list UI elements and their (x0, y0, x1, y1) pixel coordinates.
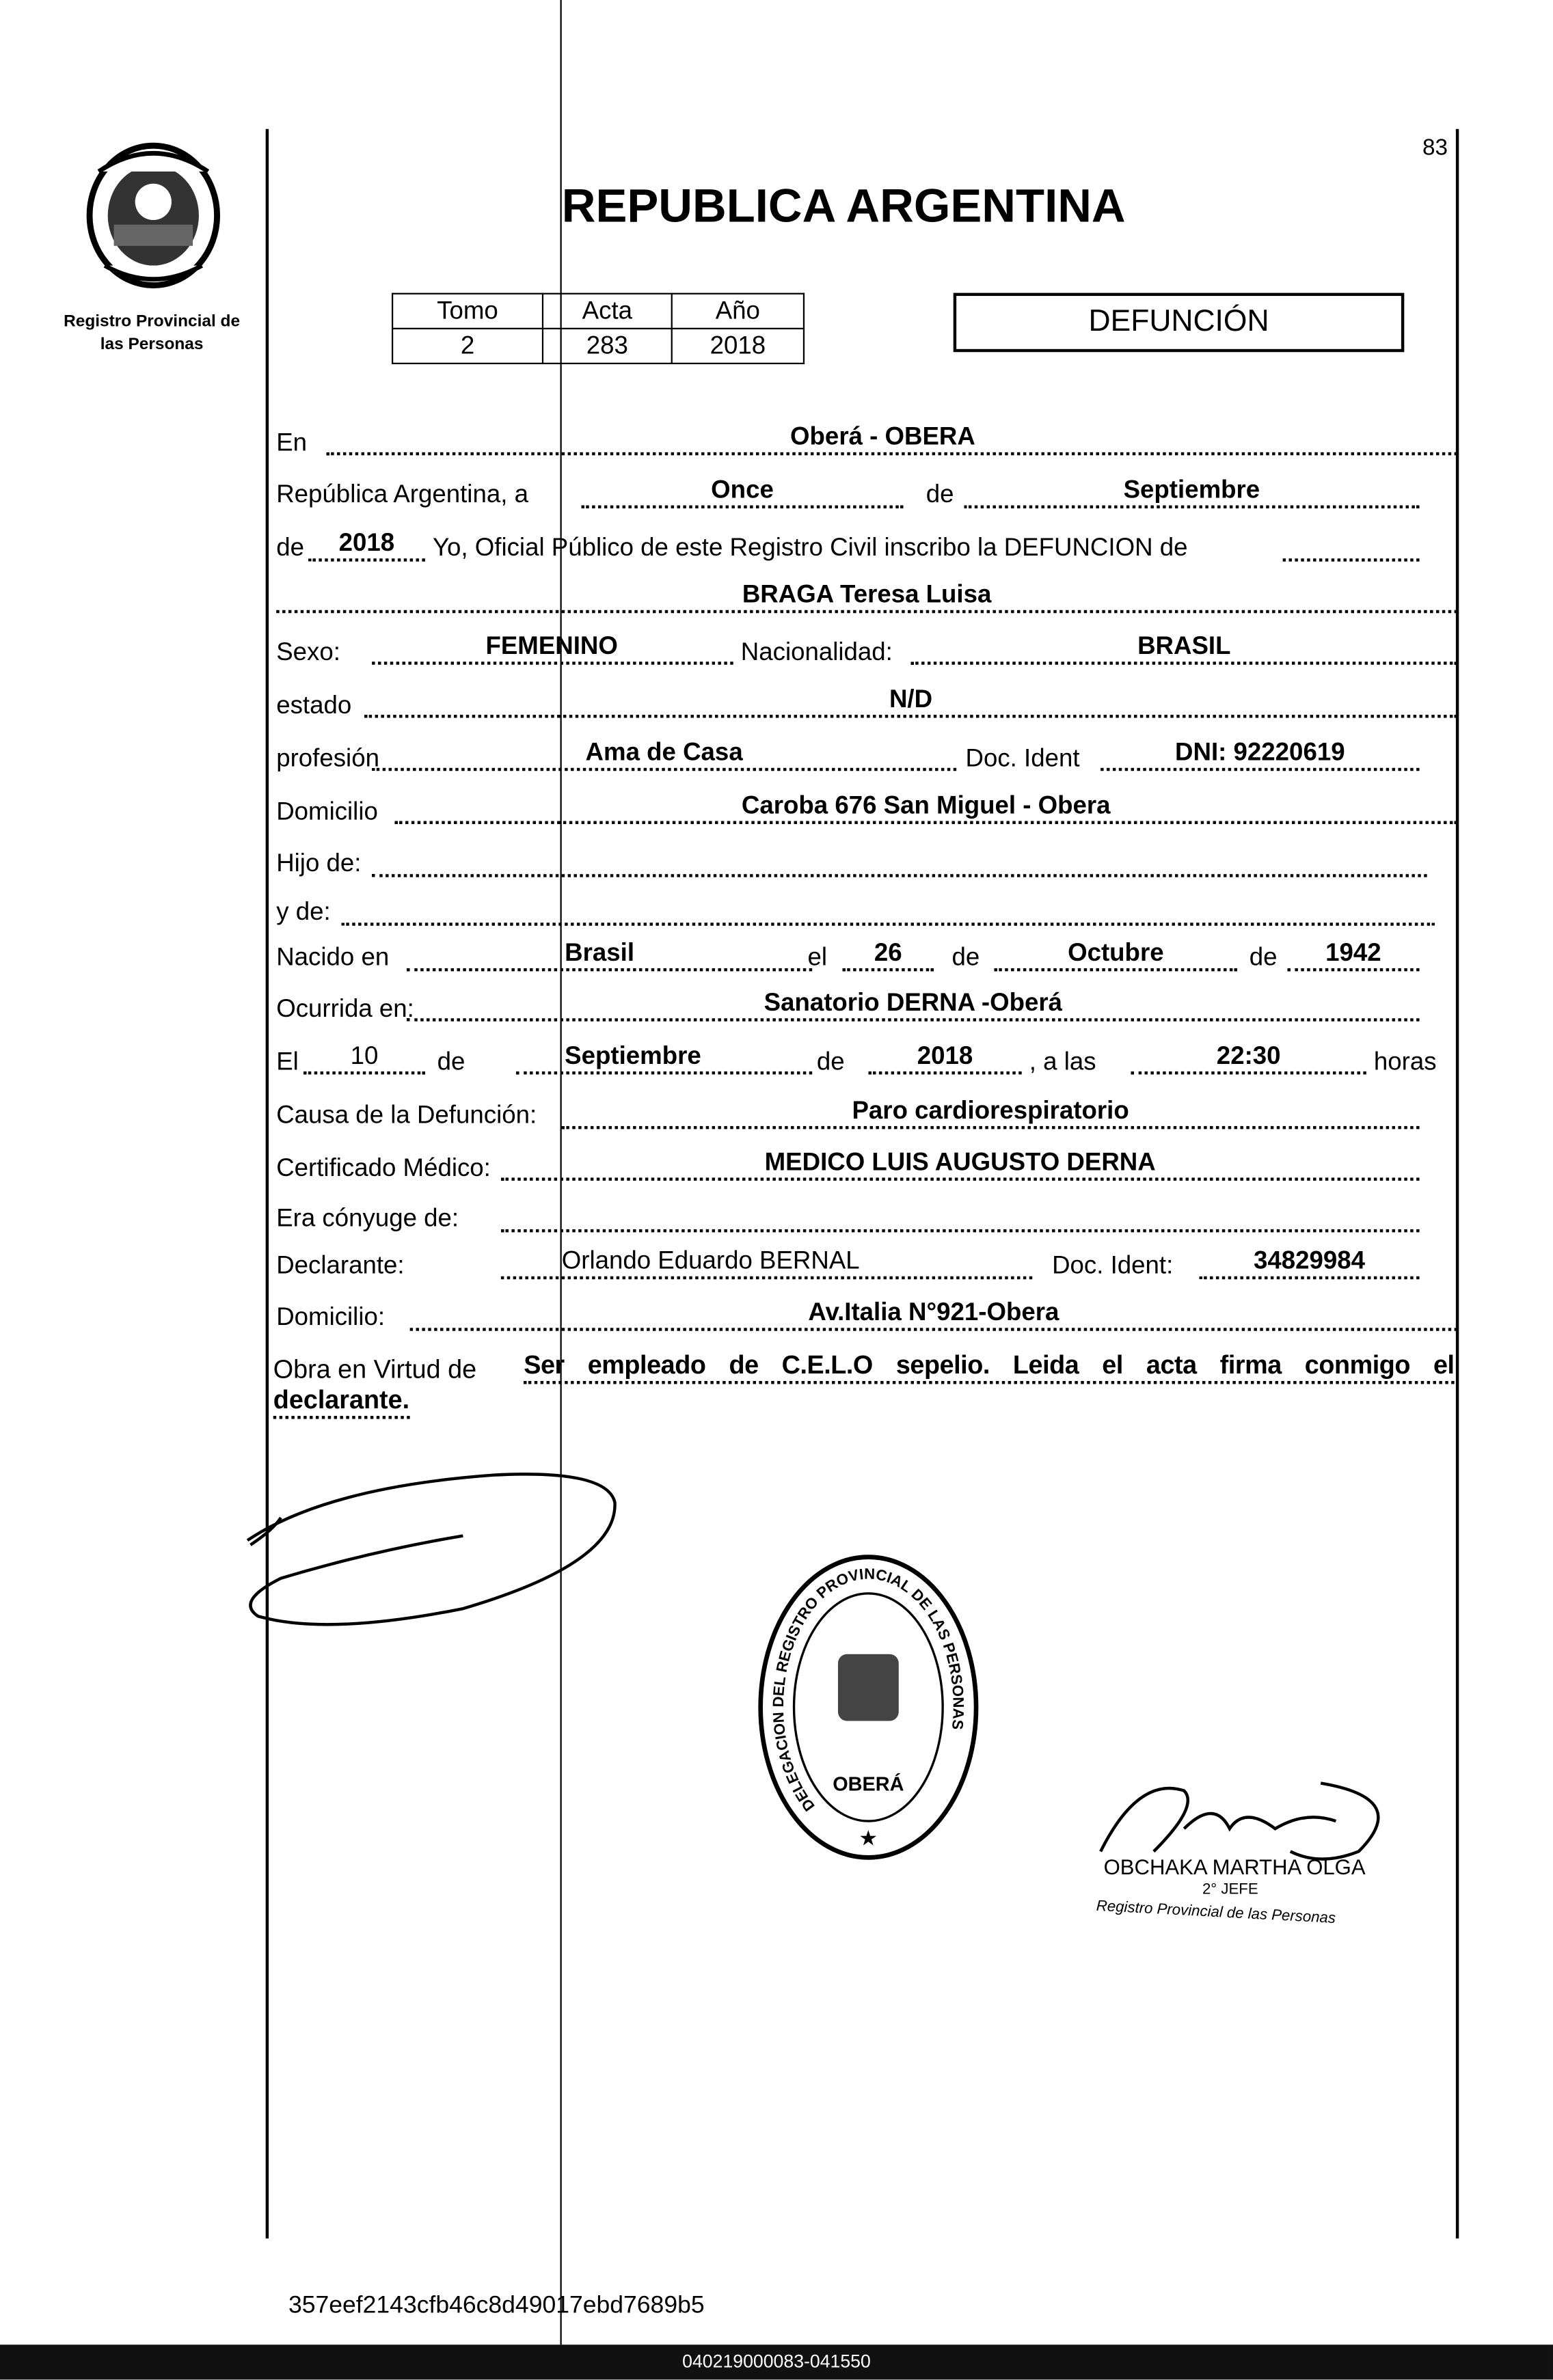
year-field: 2018 (308, 528, 425, 562)
domicilio2-label: Domicilio: (276, 1303, 386, 1331)
nacionalidad-label: Nacionalidad: (740, 638, 893, 666)
declarant-signature (235, 1457, 630, 1647)
causa-label: Causa de la Defunción: (276, 1102, 537, 1130)
misiones-seal-logo (83, 141, 223, 290)
left-border (266, 129, 269, 2239)
place-field (326, 422, 1457, 455)
blank-field (1283, 528, 1420, 562)
day-field: Once (582, 475, 904, 508)
star-icon: ★ (859, 1826, 878, 1850)
ocurrida-field: Sanatorio DERNA -Oberá (407, 988, 1419, 1022)
official-role: 2° JEFE (1202, 1881, 1258, 1899)
doc-ident-field: DNI: 92220619 (1100, 737, 1419, 771)
birthplace-field: Brasil (407, 938, 812, 972)
certificado-field: MEDICO LUIS AUGUSTO DERNA (501, 1147, 1420, 1181)
birth-day-field: 26 (843, 938, 934, 972)
deceased-name-field: BRAGA Teresa Luisa (276, 579, 1457, 613)
alas-label: , a las (1029, 1048, 1096, 1076)
header-acta: Acta (543, 294, 672, 329)
conyuge-field (501, 1199, 1420, 1233)
declarante-doc-field: 34829984 (1200, 1246, 1420, 1279)
ano-value: 2018 (672, 329, 804, 364)
official-name: OBCHAKA MARTHA OLGA (1103, 1854, 1366, 1879)
obra-line2: declarante. (273, 1386, 410, 1419)
de-label: de (276, 534, 304, 562)
profesion-label: profesión (276, 745, 379, 773)
domicilio2-field: Av.Italia N°921-Obera (410, 1298, 1457, 1331)
footer-bar (0, 2344, 1553, 2379)
declarante-field: Orlando Eduardo BERNAL (501, 1246, 1032, 1279)
republica-label: República Argentina, a (276, 481, 528, 509)
death-month-field: Septiembre (516, 1041, 812, 1075)
sexo-value: FEMENINO (485, 633, 618, 661)
birth-year-field: 1942 (1287, 938, 1419, 972)
registry-caption (30, 311, 273, 357)
hijo-label: Hijo de: (276, 849, 362, 877)
stamp-ring-text: DELEGACION DEL REGISTRO PROVINCIAL DE LAS PERSONAS (769, 1565, 967, 1815)
ocurrida-label: Ocurrida en: (276, 995, 414, 1023)
domicilio-field: Caroba 676 San Miguel - Obera (394, 791, 1457, 824)
obra-field: Ser empleado de C.E.L.O sepelio. Leida el acta firma conmigo el (524, 1351, 1454, 1384)
declarante-label: Declarante: (276, 1252, 405, 1280)
death-year-field: 2018 (868, 1041, 1021, 1075)
page-title: REPUBLICA ARGENTINA (561, 179, 1126, 232)
doc-ident-label: Doc. Ident (965, 745, 1080, 773)
doc-ident-label: Doc. Ident: (1052, 1252, 1174, 1280)
de-label: de (816, 1048, 845, 1076)
acta-value: 283 (543, 329, 672, 364)
stamp-city: OBERÁ (833, 1773, 904, 1796)
de-label: de (1249, 944, 1278, 972)
sexo-field (372, 631, 733, 665)
de-label: de (926, 481, 954, 509)
month-field: Septiembre (964, 475, 1419, 508)
domicilio-label: Domicilio (276, 798, 378, 826)
page-number: 83 (1422, 135, 1448, 161)
birth-month-field: Octubre (995, 938, 1237, 972)
record-table (392, 293, 805, 364)
estado-label: estado (276, 692, 352, 720)
header-ano: Año (672, 294, 804, 329)
nacionalidad-field: BRASIL (911, 631, 1458, 665)
de-label: de (437, 1048, 465, 1076)
death-time-field: 22:30 (1131, 1041, 1366, 1075)
en-label: En (276, 429, 308, 457)
yde-field (342, 892, 1435, 926)
el-label: El (276, 1048, 299, 1076)
place-value: Oberá - OBERA (790, 423, 975, 451)
yde-label: y de: (276, 898, 331, 926)
caption-line-2: las Personas (100, 335, 204, 354)
oficial-text: Yo, Oficial Público de este Registro Civil inscribo la DEFUNCION de (432, 534, 1188, 562)
footer-code: 040219000083-041550 (682, 2351, 871, 2372)
registry-stamp (755, 1551, 982, 1864)
nacido-label: Nacido en (276, 944, 390, 972)
de-label: de (951, 944, 980, 972)
tomo-value: 2 (392, 329, 543, 364)
official-institution: Registro Provincial de las Personas (1096, 1898, 1336, 1928)
estado-field: N/D (364, 685, 1457, 718)
caption-line-1: Registro Provincial de (64, 312, 241, 331)
certificado-label: Certificado Médico: (276, 1155, 491, 1183)
document-hash: 357eef2143cfb46c8d49017ebd7689b5 (288, 2293, 705, 2319)
death-day-field: 10 (303, 1041, 425, 1075)
hijo-field (372, 844, 1427, 877)
causa-field: Paro cardiorespiratorio (562, 1095, 1420, 1129)
sexo-label: Sexo: (276, 638, 340, 666)
header-tomo: Tomo (392, 294, 543, 329)
record-type-box: DEFUNCIÓN (954, 293, 1405, 353)
obra-label: Obra en Virtud de (273, 1355, 477, 1384)
profesion-field: Ama de Casa (372, 737, 956, 771)
conyuge-label: Era cónyuge de: (276, 1205, 459, 1233)
horas-label: horas (1373, 1048, 1437, 1076)
el-label: el (807, 944, 828, 972)
